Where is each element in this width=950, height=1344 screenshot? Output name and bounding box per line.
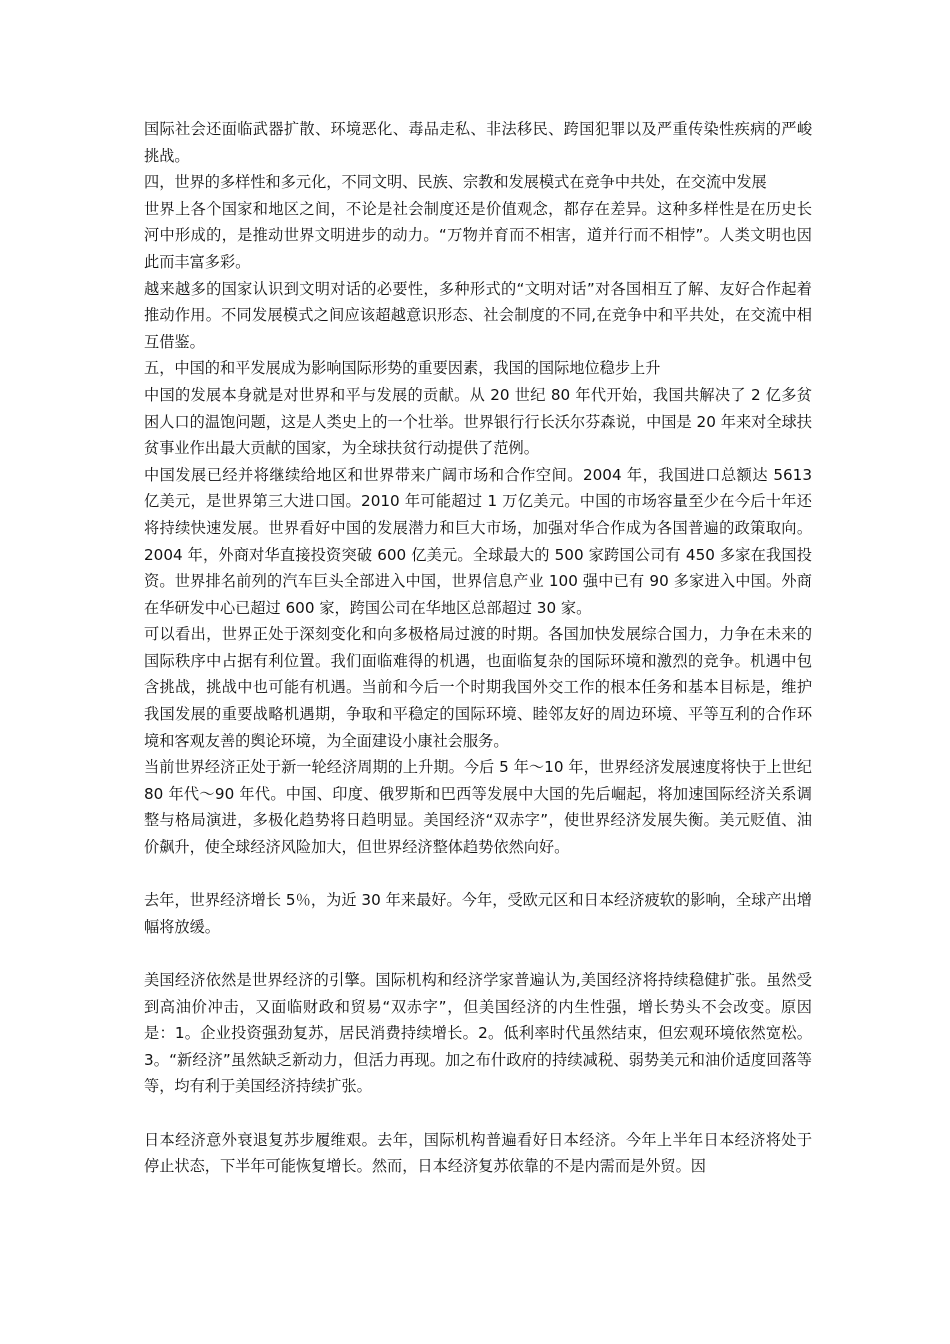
paragraph-opportunity: 可以看出，世界正处于深刻变化和向多极格局过渡的时期。各国加快发展综合国力，力争在未来的国际秩序中占据有利位置。我们面临难得的机遇，也面临复杂的国际环境和激烈的竞争。机遇中包含挑战，挑战中也可能有机遇。当前和今后一个时期我国外交工作的根本任务和基本目标是，维护我国发展的重要战略机遇期，争取和平稳定的国际环境、睦邻友好的周边环境、平等互利的合作环境和客观友善的舆论环境，为全面建设小康社会服务。 xyxy=(144,625,812,750)
paragraph-poverty: 中国的发展本身就是对世界和平与发展的贡献。从 20 世纪 80 年代开始，我国共解决了 2 亿多贫困人口的温饱问题，这是人类史上的一个壮举。世界银行行长沃尔芬森说，中国是 20 年来对全球扶贫事业作出最大贡献的国家，为全球扶贫行动提供了范例。 xyxy=(144,385,812,458)
heading-china-rise: 五，中国的和平发展成为影响国际形势的重要因素，我国的国际地位稳步上升 xyxy=(144,359,661,378)
paragraph-economic-cycle: 当前世界经济正处于新一轮经济周期的上升期。今后 5 年～10 年，世界经济发展速度将快于上世纪 80 年代～90 年代。中国、印度、俄罗斯和巴西等发展中大国的先后崛起，将加速国际经济关系调整与格局演进，多极化趋势将日趋明显。美国经济“双赤字”，使世界经济发展失衡。美元贬值、油价飙升，使全球经济风险加大，但世界经济整体趋势依然向好。 xyxy=(144,758,812,857)
paragraph-world-growth: 去年，世界经济增长 5％，为近 30 年来最好。今年，受欧元区和日本经济疲软的影响，全球产出增幅将放缓。 xyxy=(144,891,812,936)
paragraph-japan-economy: 日本经济意外衰退复苏步履维艰。去年，国际机构普遍看好日本经济。今年上半年日本经济将处于停止状态，下半年可能恢复增长。然而，日本经济复苏依靠的不是内需而是外贸。因 xyxy=(144,1130,812,1176)
paragraph-market: 中国发展已经并将继续给地区和世界带来广阔市场和合作空间。2004 年，我国进口总额达 5613 亿美元，是世界第三大进口国。2010 年可能超过 1 万亿美元。中国的市场容量至少在今后十年还将持续快速发展。世界看好中国的发展潜力和巨大市场，加强对华合作成为各国普遍的政策取向。2004 年，外商对华直接投资突破 600 亿美元。全球最大的 500 家跨国公司有 450 多家在我国投资。世界排名前列的汽车巨头全部进入中国，世界信息产业 100 强中已有 90 多家进入中国。外商在华研发中心已超过 600 家，跨国公司在华地区总部超过 30 家。 xyxy=(144,465,812,617)
paragraph-challenges: 国际社会还面临武器扩散、环境恶化、毒品走私、非法移民、跨国犯罪以及严重传染性疾病的严峻挑战。 xyxy=(144,120,812,165)
document-body xyxy=(144,116,812,1180)
paragraph-diversity: 世界上各个国家和地区之间，不论是社会制度还是价值观念，都存在差异。这种多样性是在历史长河中形成的，是推动世界文明进步的动力。“万物并育而不相害，道并行而不相悖”。人类文明也因此而丰富多彩。 xyxy=(144,199,812,271)
paragraph-us-economy: 美国经济依然是世界经济的引擎。国际机构和经济学家普遍认为,美国经济将持续稳健扩张。虽然受到高油价冲击，又面临财政和贸易“双赤字”，但美国经济的内生性强，增长势头不会改变。原因是：1。企业投资强劲复苏，居民消费持续增长。2。低利率时代虽然结束，但宏观环境依然宽松。3。“新经济”虽然缺乏新动力，但活力再现。加之布什政府的持续减税、弱势美元和油价适度回落等等，均有利于美国经济持续扩张。 xyxy=(144,971,812,1096)
heading-diversity: 四，世界的多样性和多元化，不同文明、民族、宗教和发展模式在竞争中共处，在交流中发展 xyxy=(144,173,767,192)
paragraph-dialogue: 越来越多的国家认识到文明对话的必要性，多种形式的“文明对话”对各国相互了解、友好合作起着推动作用。不同发展模式之间应该超越意识形态、社会制度的不同,在竞争中和平共处，在交流中相互借鉴。 xyxy=(144,279,812,351)
